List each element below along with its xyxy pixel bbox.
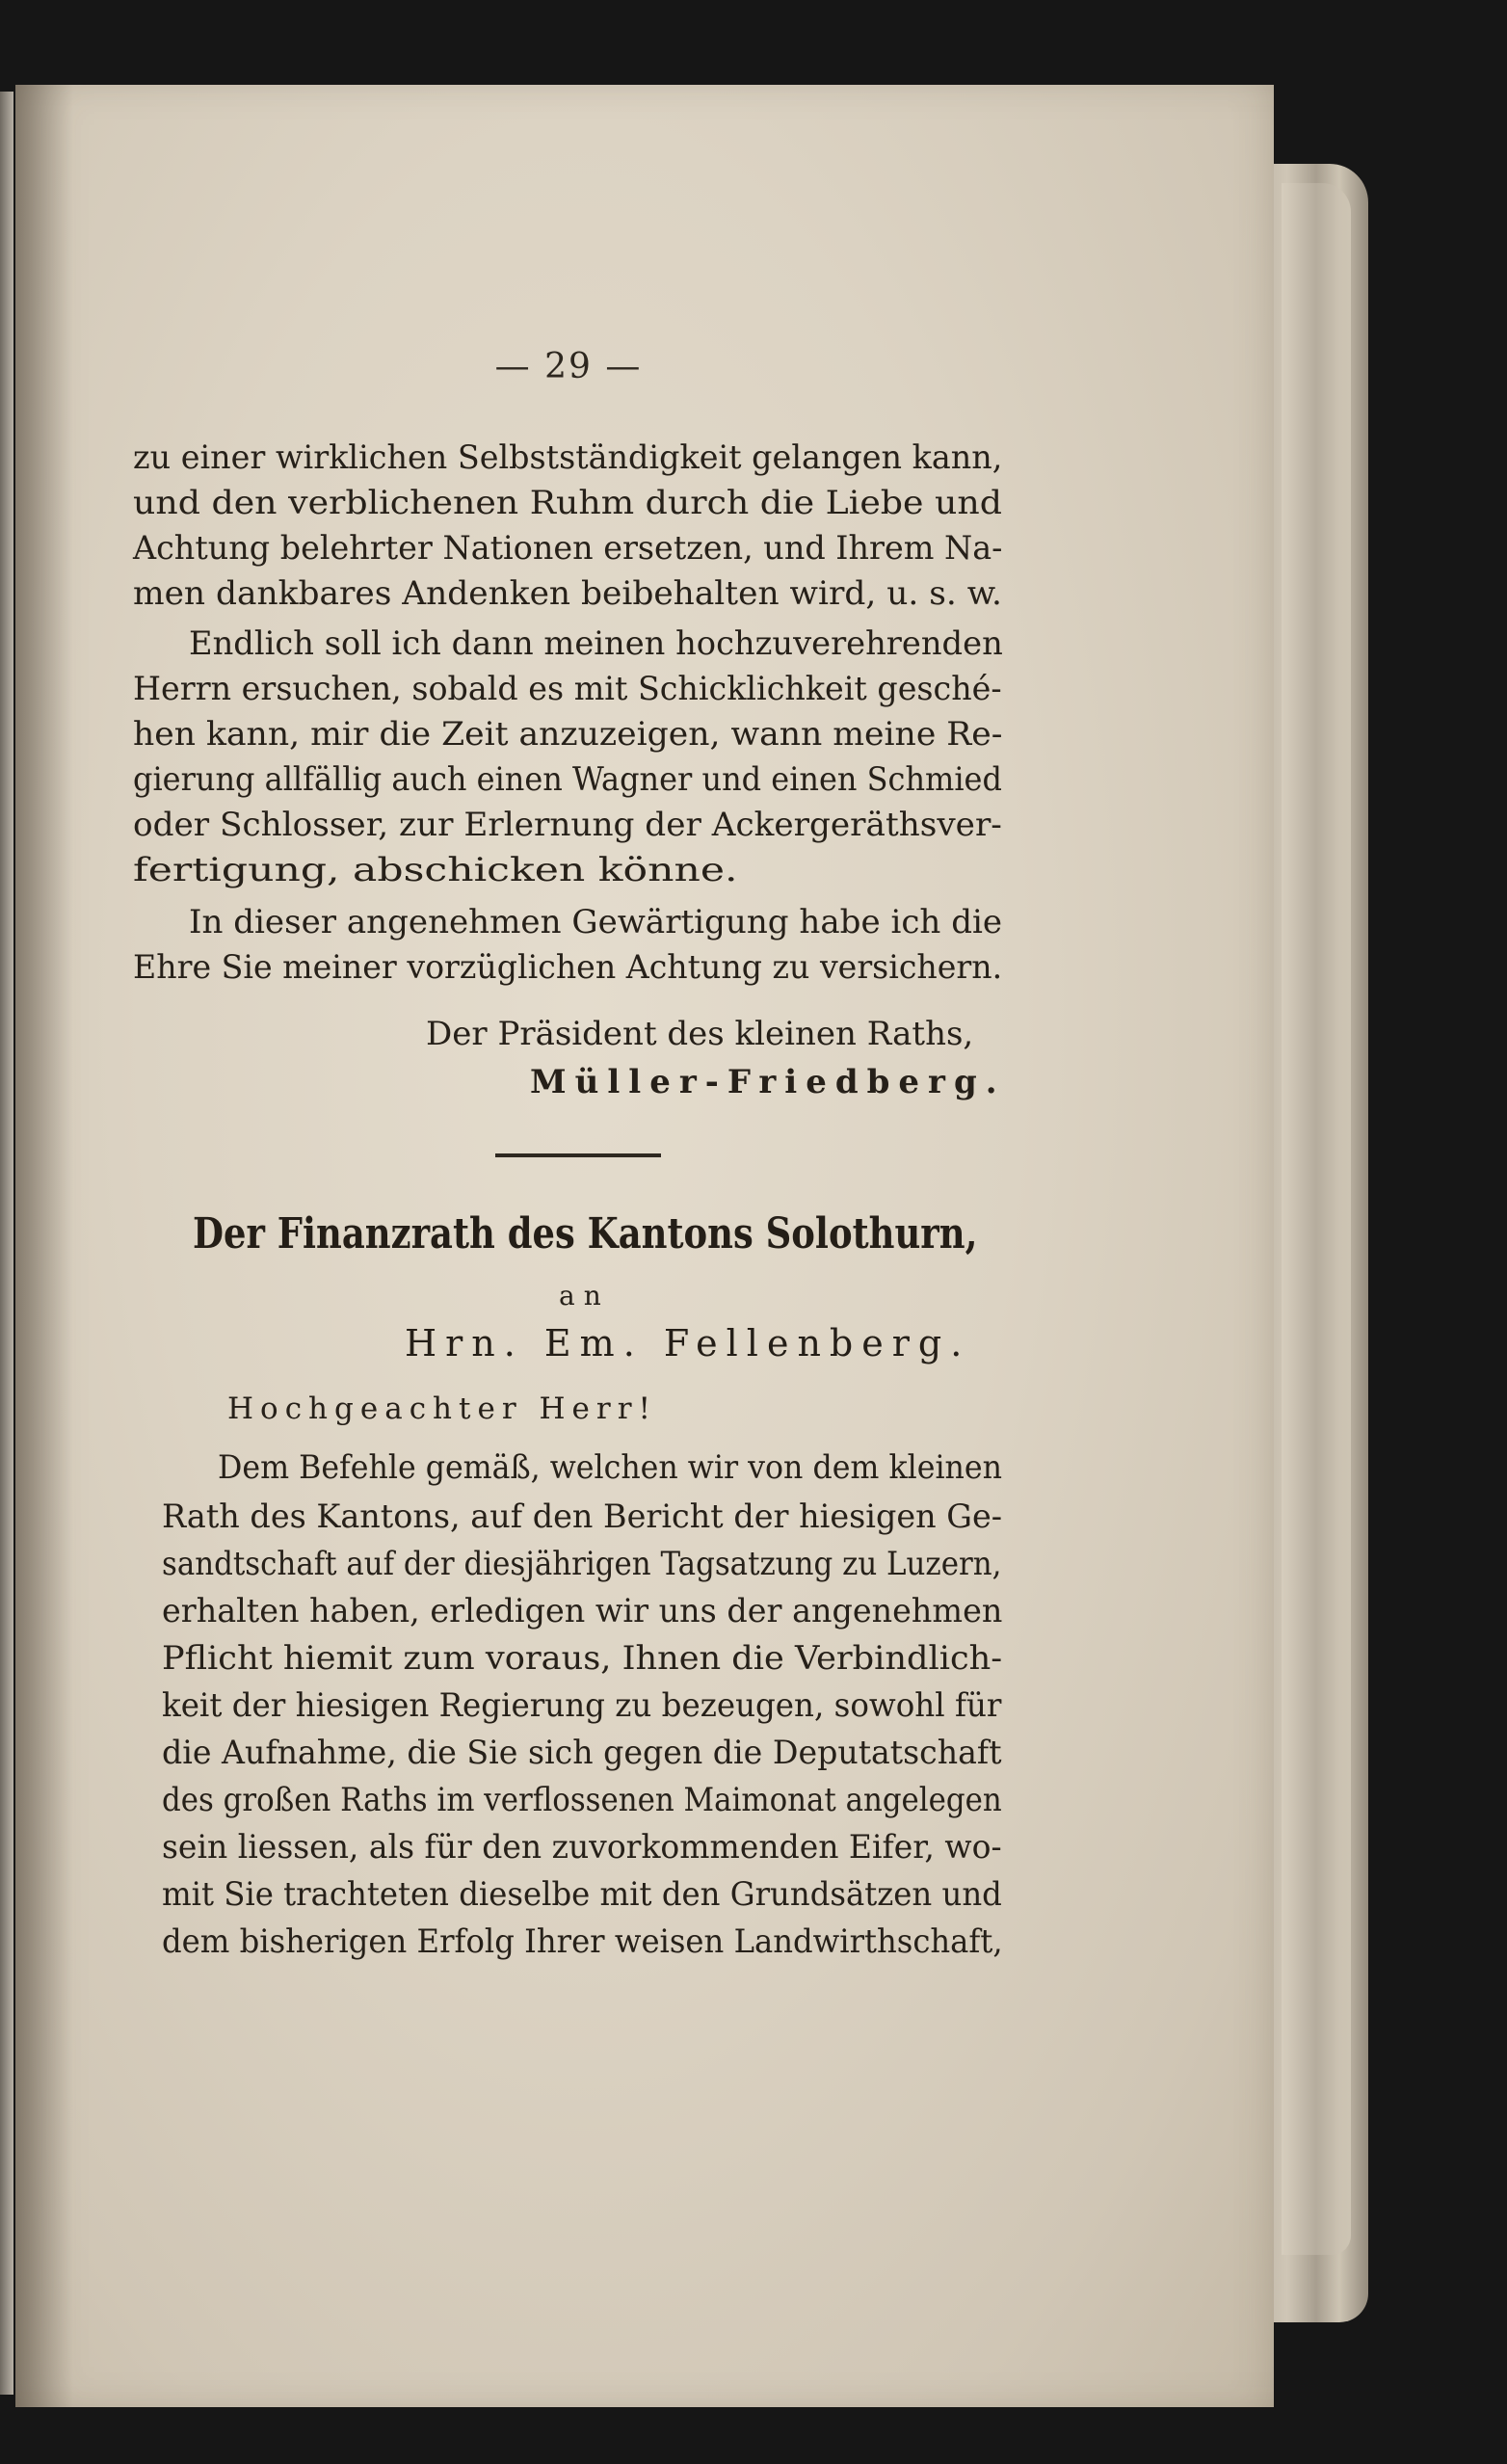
- text-line: zu einer wirklichen Selbstständigkeit gelangen kann,: [133, 438, 1003, 477]
- text-line: die Aufnahme, die Sie sich gegen die Deputatschaft: [162, 1734, 1002, 1772]
- text-line: Achtung belehrter Nationen ersetzen, und Ihrem Na-: [133, 529, 1003, 568]
- letter-recipient: Hrn. Em. Fellenberg.: [405, 1322, 971, 1364]
- text-line: des großen Raths im verflossenen Maimonat angelegen: [162, 1781, 1002, 1819]
- text-line: dem bisherigen Erfolg Ihrer weisen Landwirthschaft,: [162, 1922, 1003, 1961]
- text-line: sandtschaft auf der diesjährigen Tagsatzung zu Luzern,: [162, 1545, 1002, 1583]
- heading-an: an: [559, 1280, 610, 1311]
- text-line: oder Schlosser, zur Erlernung der Ackergeräthsver-: [133, 806, 1002, 844]
- stacked-page-edges-inner: [1282, 183, 1351, 2255]
- letter-heading: Der Finanzrath des Kantons Solothurn,: [193, 1209, 978, 1258]
- gutter-shadow: [15, 85, 73, 2407]
- text-line: erhalten haben, erledigen wir uns der angenehmen: [162, 1592, 1003, 1630]
- salutation: Hochgeachter Herr!: [227, 1391, 657, 1426]
- text-line: Pflicht hiemit zum voraus, Ihnen die Verbindlich-: [162, 1639, 1003, 1678]
- text-line: Dem Befehle gemäß, welchen wir von dem kleinen: [218, 1448, 1003, 1487]
- text-line: fertigung, abschicken könne.: [133, 851, 738, 889]
- text-line: mit Sie trachteten dieselbe mit den Grundsätzen und: [162, 1875, 1002, 1914]
- text-line: gierung allfällig auch einen Wagner und einen Schmied: [133, 760, 1002, 799]
- text-line: sein liessen, als für den zuvorkommenden Eifer, wo-: [162, 1828, 1002, 1867]
- text-line: und den verblichenen Ruhm durch die Liebe und: [133, 484, 1002, 522]
- signature: Müller-Friedberg.: [530, 1063, 1006, 1101]
- text-line: Rath des Kantons, auf den Bericht der hiesigen Ge-: [162, 1497, 1003, 1536]
- text-line: Endlich soll ich dann meinen hochzuverehrenden: [189, 624, 1003, 663]
- text-line: men dankbares Andenken beibehalten wird, u. s. w.: [133, 574, 1002, 613]
- closing-line: Der Präsident des kleinen Raths,: [426, 1015, 974, 1053]
- text-line: keit der hiesigen Regierung zu bezeugen, sowohl für: [162, 1686, 1002, 1725]
- text-line: In dieser angenehmen Gewärtigung habe ich die: [189, 903, 1003, 941]
- text-line: Ehre Sie meiner vorzüglichen Achtung zu versichern.: [133, 948, 1003, 987]
- text-line: hen kann, mir die Zeit anzuzeigen, wann meine Re-: [133, 715, 1003, 754]
- text-line: Herrn ersuchen, sobald es mit Schicklichkeit gesché-: [133, 670, 1002, 708]
- page-number: — 29 —: [494, 347, 643, 386]
- previous-page-edge: [0, 92, 13, 2395]
- section-rule: [495, 1153, 661, 1157]
